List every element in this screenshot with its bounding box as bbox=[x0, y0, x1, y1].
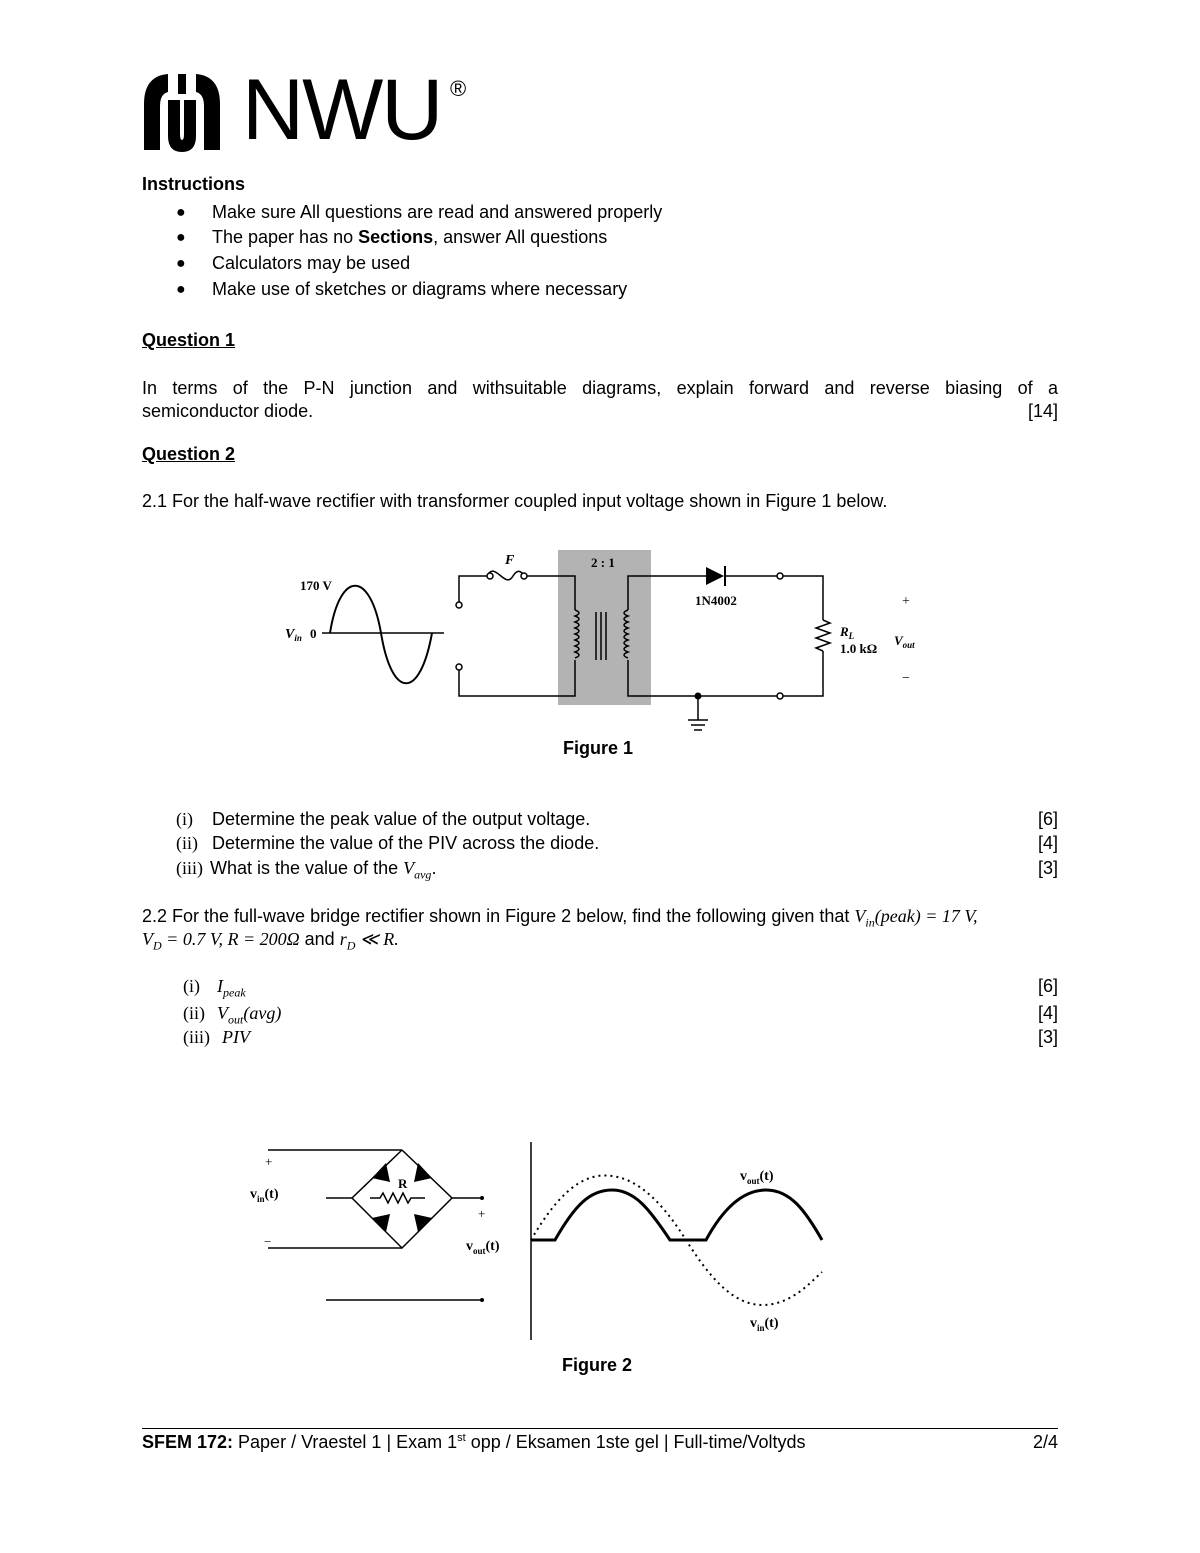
minus-label: − bbox=[902, 671, 910, 686]
nwu-emblem-icon bbox=[140, 70, 224, 154]
math-sub: in bbox=[865, 915, 875, 930]
part-marks: [3] bbox=[1037, 1027, 1058, 1047]
question-1-heading: Question 1 bbox=[142, 330, 236, 350]
instruction-text: , answer All questions bbox=[433, 227, 608, 247]
footer-superscript: st bbox=[457, 1432, 466, 1444]
bullet-icon: ● bbox=[176, 229, 186, 246]
zero-label: 0 bbox=[310, 626, 317, 641]
math-expr: = 0.7 V, R = 200Ω bbox=[161, 929, 300, 949]
intro-text: 2.2 For the full-wave bridge rectifier shown in Figure 2 below, find the following given that bbox=[142, 906, 855, 926]
vout-label: $V_{out}$ bbox=[894, 633, 915, 650]
footer-text bbox=[142, 1432, 806, 1453]
instruction-item bbox=[212, 253, 410, 274]
part-number: (i) bbox=[183, 976, 200, 996]
part-number: (i) bbox=[176, 809, 193, 829]
bullet-icon: ● bbox=[176, 281, 186, 298]
part-text: Determine the peak value of the output voltage. bbox=[212, 809, 591, 829]
figure-2-caption: Figure 2 bbox=[562, 1355, 633, 1375]
question-2-heading: Question 2 bbox=[142, 444, 236, 464]
bullet-icon: ● bbox=[176, 204, 186, 221]
transformer-box bbox=[558, 550, 651, 705]
math-sub: peak bbox=[223, 985, 246, 1000]
vout-curve-label: $v_{out}(t)$ bbox=[740, 1169, 774, 1186]
instruction-item bbox=[212, 202, 662, 223]
registered-mark: ® bbox=[450, 76, 467, 101]
figure-1-circuit bbox=[280, 545, 940, 745]
figure-1-caption: Figure 1 bbox=[563, 738, 634, 758]
plus-label: + bbox=[902, 594, 910, 609]
figure-2-bridge-rectifier bbox=[240, 1138, 840, 1348]
question-2-2-intro-line-2 bbox=[142, 929, 399, 954]
intro-text: and bbox=[299, 929, 340, 949]
part-math bbox=[217, 1003, 281, 1028]
math-var: V bbox=[403, 858, 415, 878]
math-var: V bbox=[217, 1003, 228, 1023]
r-label: R bbox=[398, 1176, 408, 1191]
vin-curve-label: $v_{in}(t)$ bbox=[750, 1316, 779, 1333]
bullet-icon: ● bbox=[176, 255, 186, 272]
instruction-text: Make use of sketches or diagrams where necessary bbox=[212, 279, 628, 299]
vout-label: $v_{out}(t)$ bbox=[466, 1239, 500, 1256]
part-number: (ii) bbox=[176, 833, 198, 853]
math-var: V bbox=[142, 929, 153, 949]
part-math bbox=[222, 1027, 250, 1048]
part-marks: [4] bbox=[1037, 1003, 1058, 1023]
vout-waveform bbox=[531, 1190, 822, 1240]
math-var: I bbox=[217, 976, 223, 996]
math-sub: D bbox=[346, 938, 356, 953]
logo-text: NWU bbox=[242, 62, 442, 158]
instruction-text: Make sure All questions are read and answered properly bbox=[212, 202, 663, 222]
part-text-body: What is the value of the bbox=[210, 858, 404, 878]
instruction-item bbox=[212, 279, 627, 300]
vin-label: $v_{in}(t)$ bbox=[250, 1187, 279, 1204]
footer-paper: Paper / Vraestel 1 | Exam 1 bbox=[233, 1432, 458, 1452]
part-math bbox=[217, 976, 246, 1001]
part-number: (ii) bbox=[183, 1003, 205, 1023]
input-sine-wave bbox=[322, 586, 444, 684]
part-number: (iii) bbox=[176, 858, 203, 878]
math-sub: avg bbox=[414, 867, 432, 882]
fig2-out-plus: + bbox=[478, 1206, 486, 1221]
instruction-bold-text: Sections bbox=[358, 227, 434, 247]
math-var: PIV bbox=[222, 1027, 250, 1047]
rl-value: 1.0 kΩ bbox=[840, 641, 878, 656]
part-marks: [4] bbox=[1037, 833, 1058, 853]
diode-icon bbox=[706, 567, 724, 585]
part-marks: [6] bbox=[1037, 976, 1058, 996]
question-1-line-2: semiconductor diode. bbox=[142, 401, 314, 421]
footer-rule bbox=[142, 1428, 1058, 1429]
question-1-line-1: In terms of the P-N junction and withsuitable diagrams, explain forward and reverse biasing of a bbox=[142, 378, 1058, 398]
instruction-text: The paper has no bbox=[212, 227, 359, 247]
math-sub: D bbox=[153, 938, 162, 953]
footer-rest: opp / Eksamen 1ste gel | Full-time/Voltyds bbox=[465, 1432, 806, 1452]
page-number: 2/4 bbox=[1032, 1432, 1058, 1452]
part-marks: [6] bbox=[1037, 809, 1058, 829]
question-2-2-intro-line-1 bbox=[142, 906, 1058, 931]
part-text: Determine the value of the PIV across the diode. bbox=[212, 833, 600, 853]
math-expr: (avg) bbox=[243, 1003, 282, 1023]
ratio-label: 2 : 1 bbox=[591, 555, 615, 570]
math-expr: ≪ R. bbox=[355, 929, 399, 949]
question-1-marks: [14] bbox=[1027, 401, 1058, 421]
instructions-heading: Instructions bbox=[142, 174, 246, 194]
fig2-minus: − bbox=[264, 1234, 272, 1249]
math-var: r bbox=[339, 929, 347, 949]
rl-label: $R_L$ bbox=[840, 624, 855, 641]
diode-label: 1N4002 bbox=[695, 593, 737, 608]
math-expr: (peak) = 17 V, bbox=[874, 906, 978, 926]
question-2-1-intro: 2.1 For the half-wave rectifier with transformer coupled input voltage shown in Figure 1 below. bbox=[142, 491, 888, 511]
part-text-tail: . bbox=[431, 858, 437, 878]
peak-label: 170 V bbox=[300, 578, 332, 593]
nwu-logo bbox=[140, 62, 480, 158]
math-sub: out bbox=[228, 1012, 244, 1027]
fuse-label: F bbox=[505, 553, 515, 568]
vin-label: $V_{in}$ bbox=[285, 627, 302, 643]
part-number: (iii) bbox=[183, 1027, 210, 1047]
course-code: SFEM 172: bbox=[142, 1432, 234, 1452]
instruction-item bbox=[212, 227, 607, 248]
part-marks: [3] bbox=[1037, 858, 1058, 878]
instruction-text: Calculators may be used bbox=[212, 253, 411, 273]
fig2-plus: + bbox=[265, 1154, 273, 1169]
math-var: V bbox=[854, 906, 866, 926]
part-text bbox=[210, 858, 436, 883]
